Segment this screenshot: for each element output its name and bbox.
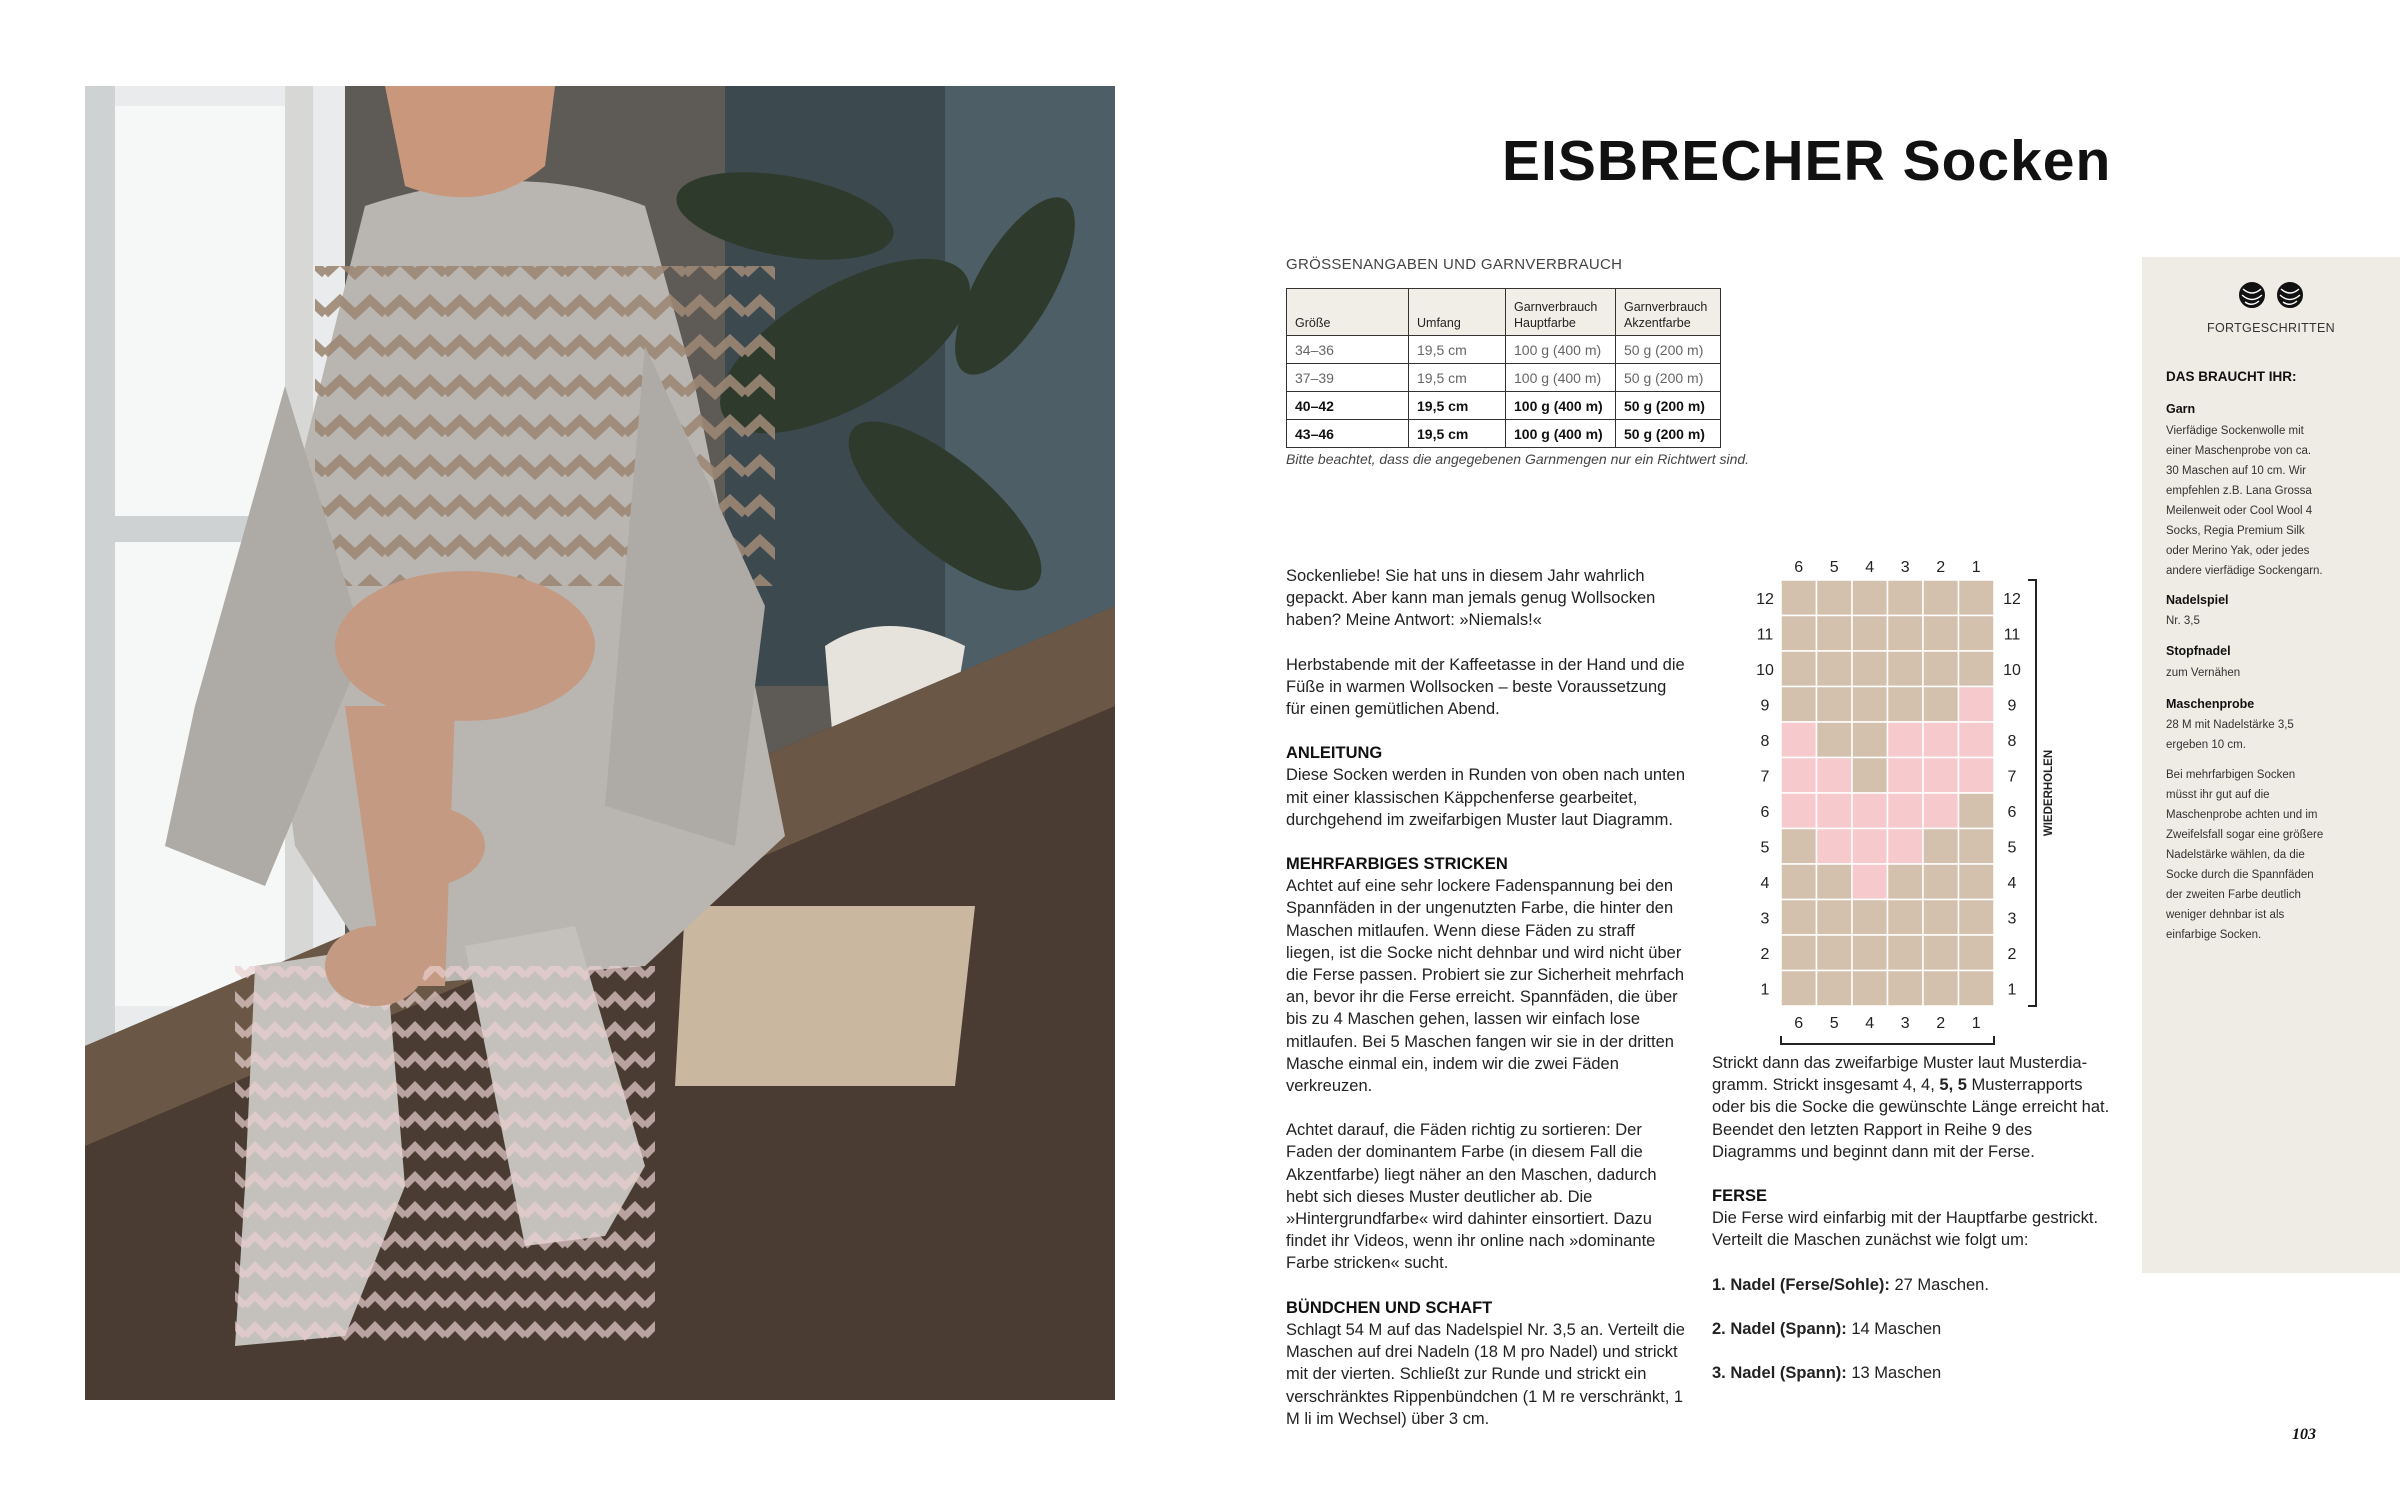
chart-cell [1852, 864, 1888, 900]
row-label-right: 12 [2003, 590, 2021, 608]
ferse-text: Die Ferse wird einfarbig mit der Hauptfarbe gestrickt. Verteilt die Maschen zunächst wie folgt um: [1712, 1209, 2099, 1250]
chart-cell [1923, 829, 1959, 865]
chart-cell [1852, 758, 1888, 794]
page-number: 103 [2292, 1426, 2316, 1443]
page-title: EISBRECHER Socken [1502, 129, 2112, 193]
chart-cell [1781, 580, 1817, 616]
chart-cell [1817, 758, 1853, 794]
section-heading-anleitung: ANLEITUNG [1286, 744, 1383, 763]
sidebar-probe-text: 28 M mit Nadelstärke 3,5 ergeben 10 cm. [2166, 719, 2294, 751]
sidebar-hinweis-text: Bei mehrfarbigen Socken müsst ihr gut auf die Maschenprobe achten und im Zweifelsfall sogar eine größere Nadelstärke wählen, da die Socke durch die Spannfäden der zweiten Farbe deutlich weniger dehnbar ist als einfarbige Socken. [2166, 769, 2324, 941]
chart-cell [1959, 616, 1995, 652]
table-header: Umfang [1409, 289, 1506, 336]
section-heading-mehrfarbig: MEHRFARBIGES STRICKEN [1286, 855, 1508, 874]
chart-cell [1923, 687, 1959, 723]
column-label-bottom: 1 [1971, 1015, 1981, 1032]
section-heading-ferse: FERSE [1712, 1187, 1768, 1206]
chart-cell [1781, 864, 1817, 900]
chart-cell [1923, 935, 1959, 971]
pattern-paragraph [1712, 1052, 2120, 1163]
row-label-left: 7 [1760, 768, 1770, 786]
chart-cell [1959, 651, 1995, 687]
repeat-bracket-horizontal [1781, 1036, 1994, 1044]
chart-cell [1817, 580, 1853, 616]
chart-cell [1781, 722, 1817, 758]
materials-sidebar [2142, 257, 2400, 1273]
chart-cell [1959, 722, 1995, 758]
chart-cell [1781, 900, 1817, 936]
row-label-left: 3 [1760, 910, 1770, 928]
table-cell: 50 g (200 m) [1616, 364, 1721, 392]
chart-cell [1959, 935, 1995, 971]
table-cell: 40–42 [1287, 392, 1409, 420]
sidebar-probe-heading: Maschenprobe [2166, 697, 2255, 711]
chart-cell [1817, 722, 1853, 758]
column-label-bottom: 4 [1865, 1015, 1875, 1032]
chart-cell [1888, 971, 1924, 1007]
column-label-top: 2 [1936, 559, 1946, 576]
chart-cell [1959, 758, 1995, 794]
chart-cell [1852, 651, 1888, 687]
sidebar-heading: DAS BRAUCHT IHR: [2166, 369, 2297, 384]
chart-cell [1959, 829, 1995, 865]
chart-cell [1852, 722, 1888, 758]
chart-cell [1923, 616, 1959, 652]
chart-cell [1817, 651, 1853, 687]
row-label-left: 2 [1760, 945, 1770, 963]
chart-cell [1959, 687, 1995, 723]
row-label-left: 12 [1756, 590, 1774, 608]
chart-cell [1888, 687, 1924, 723]
pattern-text-bold: 5, 5 [1939, 1076, 1967, 1095]
chart-cell [1817, 900, 1853, 936]
chart-cell [1852, 829, 1888, 865]
chart-cell [1781, 687, 1817, 723]
chart-cell [1852, 687, 1888, 723]
needle-3 [1712, 1362, 2120, 1384]
sidebar-nadel-text: Nr. 3,5 [2166, 615, 2200, 627]
anleitung-text: Diese Socken werden in Runden von oben nach unten mit einer klassischen Käppchenferse gearbeitet, durchgehend im zweifarbigen Muster laut Diagramm. [1286, 766, 1686, 829]
sidebar-stopf-heading: Stopfnadel [2166, 644, 2231, 658]
buendchen-text: Schlagt 54 M auf das Nadelspiel Nr. 3,5 an. Verteilt die Maschen auf drei Nadeln (18 M pro Nadel) und strickt mit der vierten. Schließt zur Runde und strickt ein verschränktes Rippenbündchen (1 M re verschränkt, 1 M li im Wechsel) über 3 cm. [1286, 1320, 1685, 1428]
needle-value: 14 Maschen [1846, 1319, 1942, 1338]
needle-1 [1712, 1274, 2120, 1296]
chart-cell [1959, 971, 1995, 1007]
chart-cell [1959, 793, 1995, 829]
chart-cell [1817, 864, 1853, 900]
table-cell: 37–39 [1287, 364, 1409, 392]
section-heading-buendchen: BÜNDCHEN UND SCHAFT [1286, 1298, 1493, 1317]
row-label-left: 5 [1760, 839, 1770, 857]
yarn-ball-icon [2142, 279, 2400, 311]
row-label-right: 6 [2007, 803, 2017, 821]
chart-cell [1923, 793, 1959, 829]
table-cell: 34–36 [1287, 336, 1409, 364]
column-label-top: 5 [1829, 559, 1839, 576]
table-header: Garnverbrauch Hauptfarbe [1506, 289, 1616, 336]
chart-cell [1781, 758, 1817, 794]
chart-cell [1888, 900, 1924, 936]
table-cell: 50 g (200 m) [1616, 336, 1721, 364]
chart-cell [1888, 793, 1924, 829]
chart-cell [1852, 793, 1888, 829]
needle-value: 27 Maschen. [1889, 1275, 1989, 1294]
chart-cell [1852, 900, 1888, 936]
difficulty-level: FORTGESCHRITTEN [2207, 321, 2335, 335]
chart-cell [1852, 935, 1888, 971]
table-cell: 100 g (400 m) [1506, 420, 1616, 448]
table-cell: 50 g (200 m) [1616, 392, 1721, 420]
column-label-top: 4 [1865, 559, 1875, 576]
chart-cell [1888, 935, 1924, 971]
table-header-row [1287, 289, 1721, 336]
row-label-left: 6 [1760, 803, 1770, 821]
intro-paragraph: Sockenliebe! Sie hat uns in diesem Jahr wahrlich gepackt. Aber kann man jemals genug Wollsocken haben? Meine Antwort: »Niemals!« [1286, 567, 1656, 630]
chart-cell [1817, 793, 1853, 829]
chart-cell [1888, 864, 1924, 900]
column-label-top: 6 [1794, 559, 1804, 576]
chart-cell [1817, 935, 1853, 971]
chart-cell [1852, 616, 1888, 652]
column-label-top: 1 [1971, 559, 1981, 576]
row-label-right: 3 [2007, 910, 2017, 928]
table-cell: 19,5 cm [1409, 392, 1506, 420]
chart-cell [1781, 971, 1817, 1007]
row-label-right: 1 [2007, 981, 2017, 999]
needle-label: 2. Nadel (Spann): [1712, 1319, 1847, 1338]
row-label-left: 8 [1760, 732, 1770, 750]
chart-cell [1781, 616, 1817, 652]
row-label-right: 7 [2007, 768, 2017, 786]
chart-cell [1888, 651, 1924, 687]
row-label-right: 2 [2007, 945, 2017, 963]
needle-value: 13 Maschen [1846, 1364, 1942, 1383]
knitting-chart [1740, 555, 2130, 1055]
row-label-left: 1 [1760, 981, 1770, 999]
chart-cell [1923, 900, 1959, 936]
mehrfarbig-text: Achtet darauf, die Fäden richtig zu sortieren: Der Faden der dominantem Farbe (in diesem Fall die Akzentfarbe) liegt näher an den Maschen, dadurch hebt sich dieses Muster deutlicher ab. Die »Hintergrundfarbe« wird dahinter einsortiert. Dazu findet ihr Videos, wenn ihr online nach »dominante Farbe stricken« sucht. [1286, 1121, 1657, 1273]
photo-woman-sweater-socks [85, 86, 1115, 1400]
chart-cell [1923, 651, 1959, 687]
column-label-top: 3 [1900, 559, 1910, 576]
chart-cell [1781, 829, 1817, 865]
row-label-right: 10 [2003, 661, 2021, 679]
row-label-left: 10 [1756, 661, 1774, 679]
column-label-bottom: 3 [1900, 1015, 1910, 1032]
table-cell: 19,5 cm [1409, 420, 1506, 448]
chart-cell [1923, 864, 1959, 900]
chart-cell [1959, 580, 1995, 616]
chart-cell [1852, 580, 1888, 616]
chart-cell [1923, 971, 1959, 1007]
mehrfarbig-text: Achtet auf eine sehr lockere Fadenspannung bei den Spannfäden in der ungenutzten Farbe, die hinter den Maschen mitlaufen. Wenn diese Fäden zu straff liegen, ist die Socke nicht dehnbar und wird nicht über die Ferse passen. Probiert sie zur Sicherheit mehrfach an, bevor ihr die Ferse erreicht. Spannfäden, die über bis zu 4 Maschen gehen, lassen wir einfach lose mitlaufen. Bei 5 Maschen fangen wir sie in der dritten Masche einmal ein, indem wir die zwei Fäden verkreuzen. [1286, 877, 1685, 1096]
chart-cell [1959, 864, 1995, 900]
table-cell: 100 g (400 m) [1506, 392, 1616, 420]
table-cell: 43–46 [1287, 420, 1409, 448]
chart-cell [1888, 580, 1924, 616]
chart-cell [1888, 722, 1924, 758]
row-label-left: 9 [1760, 697, 1770, 715]
text-column-left [1286, 565, 1686, 1452]
sidebar-garn-text: Vierfädige Sockenwolle mit einer Maschenprobe von ca. 30 Maschen auf 10 cm. Wir empfehlen z.B. Lana Grossa Meilenweit oder Cool Wool 4 Socks, Regia Premium Silk oder Merino Yak, oder jedes andere vierfädige Sockengarn. [2166, 425, 2323, 577]
sidebar-stopf-text: zum Vernähen [2166, 667, 2241, 679]
chart-cell [1817, 687, 1853, 723]
row-label-right: 9 [2007, 697, 2017, 715]
pattern-text: Strickt dann das zweifarbige Muster laut Musterdiagramm. Strickt insgesamt 4, 4, [1712, 1054, 2088, 1095]
intro-paragraph: Herbstabende mit der Kaffeetasse in der Hand und die Füße in warmen Wollsocken – beste Voraussetzung für einen gemütlichen Abend. [1286, 655, 1685, 719]
row-label-right: 4 [2007, 874, 2017, 892]
chart-cell [1817, 829, 1853, 865]
table-cell: 50 g (200 m) [1616, 420, 1721, 448]
size-table [1286, 288, 1721, 448]
chart-cell [1781, 935, 1817, 971]
table-row [1287, 392, 1721, 420]
needle-label: 1. Nadel (Ferse/Sohle): [1712, 1275, 1890, 1294]
chart-cell [1888, 616, 1924, 652]
table-header: Garnverbrauch Akzentfarbe [1616, 289, 1721, 336]
repeat-bracket-vertical [2028, 580, 2036, 1006]
chart-cell [1888, 758, 1924, 794]
table-cell: 19,5 cm [1409, 364, 1506, 392]
table-row [1287, 420, 1721, 448]
knitting-chart-svg [1740, 555, 2130, 1050]
row-label-left: 11 [1756, 626, 1774, 644]
chart-cell [1923, 722, 1959, 758]
needle-label: 3. Nadel (Spann): [1712, 1364, 1847, 1383]
table-cell: 100 g (400 m) [1506, 364, 1616, 392]
chart-cell [1781, 651, 1817, 687]
chart-cell [1959, 900, 1995, 936]
row-label-right: 8 [2007, 732, 2017, 750]
chart-cell [1817, 616, 1853, 652]
chart-cell [1817, 971, 1853, 1007]
row-label-right: 5 [2007, 839, 2017, 857]
text-column-right [1712, 1052, 2120, 1406]
needle-2 [1712, 1318, 2120, 1340]
table-row [1287, 336, 1721, 364]
column-label-bottom: 6 [1794, 1015, 1804, 1032]
pattern-text: Musterrapports oder bis die Socke die gewünschte Länge erreicht hat. Beendet den letzten Rapport in Reihe 9 des Diagramms und beginnt dann mit der Ferse. [1712, 1076, 2110, 1161]
size-table-note: Bitte beachtet, dass die angegebenen Garnmengen nur ein Richtwert sind. [1286, 451, 1750, 467]
table-cell: 19,5 cm [1409, 336, 1506, 364]
size-table-caption: GRÖSSENANGABEN UND GARNVERBRAUCH [1286, 256, 1623, 273]
table-row [1287, 364, 1721, 392]
sidebar-garn-heading: Garn [2166, 402, 2196, 416]
column-label-bottom: 2 [1936, 1015, 1946, 1032]
table-header: Größe [1287, 289, 1409, 336]
row-label-left: 4 [1760, 874, 1770, 892]
chart-cell [1888, 829, 1924, 865]
chart-cell [1923, 758, 1959, 794]
table-cell: 100 g (400 m) [1506, 336, 1616, 364]
row-label-right: 11 [2003, 626, 2021, 644]
chart-cell [1852, 971, 1888, 1007]
repeat-label-vertical: WIEDERHOLEN [2043, 749, 2055, 837]
column-label-bottom: 5 [1829, 1015, 1839, 1032]
chart-cell [1781, 793, 1817, 829]
chart-cell [1923, 580, 1959, 616]
sidebar-nadel-heading: Nadelspiel [2166, 593, 2229, 607]
